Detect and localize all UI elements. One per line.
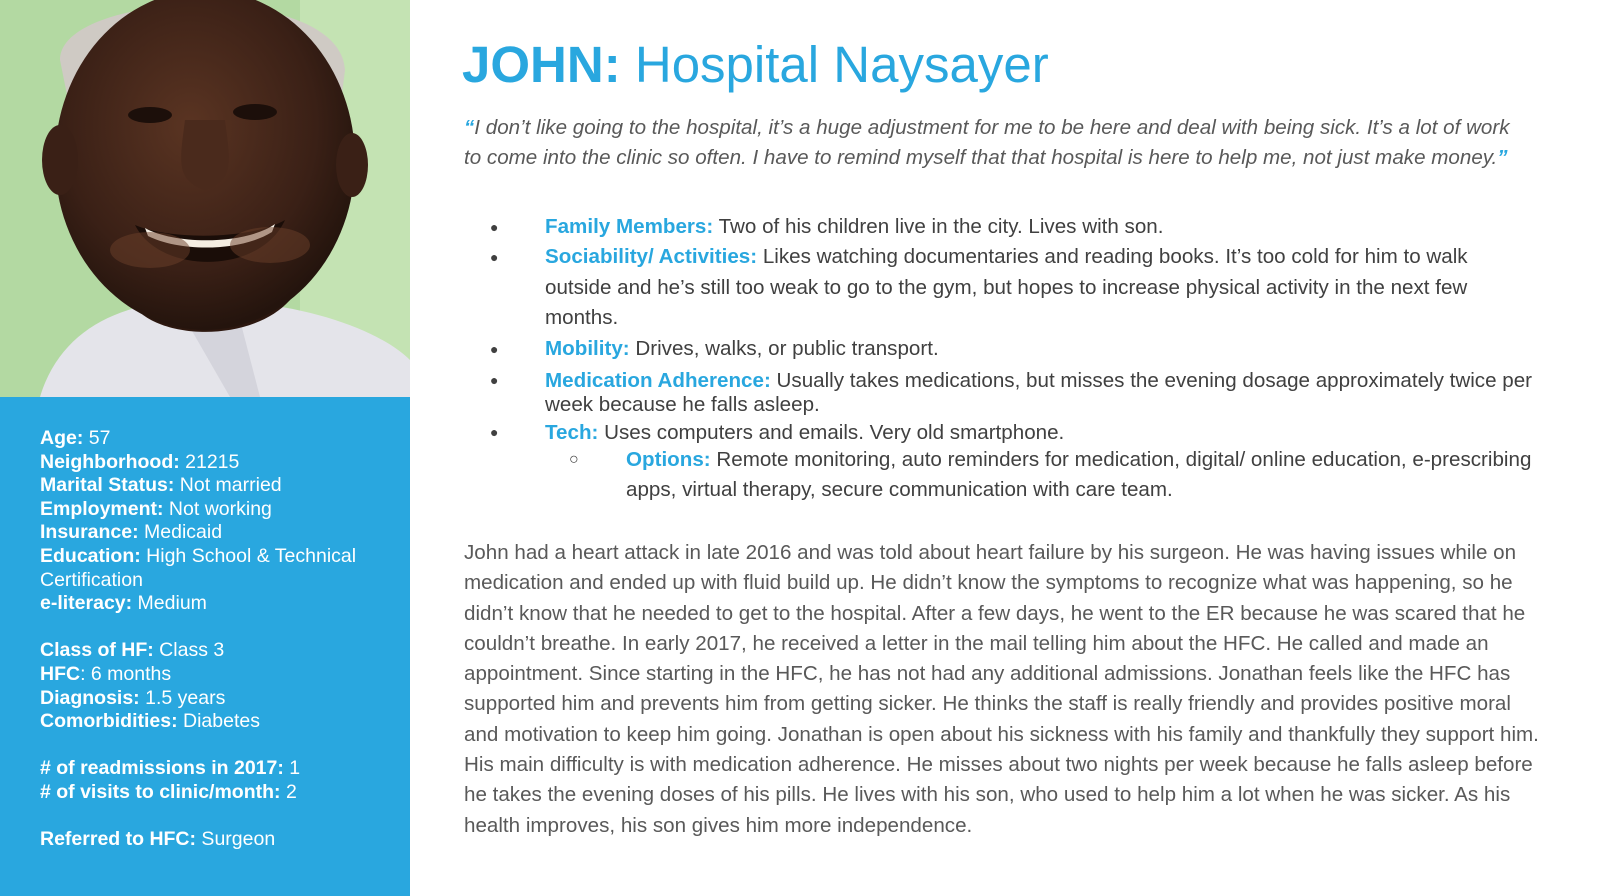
comorbidities-row [40, 710, 390, 734]
age-label: Age: [40, 427, 84, 449]
hfc-row [40, 663, 390, 687]
list-item-mobility [464, 334, 1534, 364]
education-value: High School & Technical Certification [40, 544, 357, 591]
persona-quote [464, 113, 1524, 173]
employment-value: Not working [163, 497, 272, 520]
age-value: 57 [83, 427, 111, 449]
age-row [40, 427, 390, 451]
tech-label: Tech: [545, 421, 599, 445]
page-title [462, 34, 1049, 96]
class-of-hf-label: Class of HF: [40, 639, 154, 662]
marital-status-label: Marital Status: [40, 474, 175, 497]
e-literacy-value: Medium [132, 592, 207, 615]
mobility-text: Drives, walks, or public transport. [629, 336, 939, 360]
demographics-panel [0, 397, 410, 896]
diagnosis-value: 1.5 years [139, 686, 226, 709]
sociability-label: Sociability/ Activities: [545, 245, 758, 269]
e-literacy-row [40, 592, 390, 616]
options-label: Options: [626, 447, 711, 471]
readmissions-value: 1 [283, 757, 301, 780]
quote-text: I don’t like going to the hospital, it’s a huge adjustment for me to be here and deal with being sick. It’s a lot of work to come into the clinic so often. I have to remind myself that that hospital is here to help me, not just make money. [464, 116, 1510, 170]
comorbidities-label: Comorbidities: [40, 710, 178, 733]
portrait-illustration [0, 0, 410, 397]
insurance-value: Medicaid [138, 521, 223, 544]
class-of-hf-row [40, 639, 390, 663]
neighborhood-label: Neighborhood: [40, 450, 180, 473]
neighborhood-row [40, 451, 390, 475]
list-item-tech [464, 421, 1534, 505]
clinic-visits-label: # of visits to clinic/month: [40, 780, 281, 803]
e-literacy-label: e-literacy: [40, 592, 133, 615]
insurance-label: Insurance: [40, 521, 139, 544]
spacer [40, 616, 390, 640]
persona-attributes-list [464, 212, 1534, 505]
class-of-hf-value: Class 3 [153, 639, 225, 662]
readmissions-label: # of readmissions in 2017: [40, 757, 284, 780]
education-row [40, 545, 390, 592]
insurance-row [40, 521, 390, 545]
open-quote-mark: “ [464, 116, 475, 139]
hfc-label: HFC [40, 662, 81, 685]
referred-row [40, 828, 390, 852]
medication-adherence-label: Medication Adherence: [545, 369, 771, 393]
family-members-label: Family Members: [545, 215, 714, 238]
persona-name: JOHN: [462, 36, 621, 93]
spacer [40, 805, 390, 829]
marital-status-row [40, 474, 390, 498]
neighborhood-value: 21215 [179, 450, 240, 473]
readmissions-row [40, 757, 390, 781]
education-label: Education: [40, 544, 141, 567]
list-item-sociability [464, 242, 1534, 333]
sociability-text: Likes watching documentaries and reading books. It’s too cold for him to walk outside and he’s still too weak to go to the gym, but hopes to increase physical activity in the next few months. [545, 245, 1468, 330]
marital-status-value: Not married [174, 474, 282, 497]
clinic-visits-value: 2 [280, 780, 297, 803]
mobility-label: Mobility: [545, 336, 630, 360]
spacer [40, 734, 390, 758]
comorbidities-value: Diabetes [177, 710, 260, 733]
referred-value: Surgeon [196, 828, 276, 851]
clinic-visits-row [40, 781, 390, 805]
list-item-family-members [464, 212, 1534, 242]
close-quote-mark: ” [1497, 146, 1508, 170]
diagnosis-label: Diagnosis: [40, 686, 140, 709]
referred-label: Referred to HFC: [40, 828, 197, 851]
list-item-options [545, 445, 1534, 506]
options-text: Remote monitoring, auto reminders for medication, digital/ online education, e-prescribing apps, virtual therapy, secure communication with care team. [626, 447, 1532, 501]
medication-adherence-text: Usually takes medications, but misses the evening dosage approximately twice per week because he falls asleep. [545, 369, 1533, 416]
hfc-value: : 6 months [80, 662, 172, 685]
employment-row [40, 498, 390, 522]
persona-story: John had a heart attack in late 2016 and was told about heart failure by his surgeon. He was having issues while on medication and ended up with fluid build up. He didn’t know the symptoms to recognize what was happening, so he didn’t know that he needed to get to the hospital. After a few days, he went to the ER because he was scared that he couldn’t breathe. In early 2017, he received a letter in the mail telling him about the HFC. He called and made an appointment. Since starting in the HFC, he has not had any additional admissions. Jonathan feels like the HFC has supported him and prevents him from getting sicker. He thinks the staff is really friendly and provides positive moral and motivation to keep him going. Jonathan is open about his sickness with his family and thankfully they support him. His main difficulty is with medication adherence. He misses about two nights per week because he falls asleep before he takes the evening doses of his pills. He lives with his son, who used to help him a lot when he was sicker. As his health improves, his son gives him more independence. [464, 541, 1539, 837]
list-item-medication-adherence [464, 369, 1534, 416]
tech-text: Uses computers and emails. Very old smartphone. [598, 421, 1065, 445]
persona-archetype: Hospital Naysayer [620, 36, 1049, 93]
persona-photo [0, 0, 410, 397]
employment-label: Employment: [40, 497, 164, 520]
family-members-text: Two of his children live in the city. Lives with son. [713, 215, 1164, 238]
tech-sub-list [545, 445, 1534, 506]
diagnosis-row [40, 687, 390, 711]
